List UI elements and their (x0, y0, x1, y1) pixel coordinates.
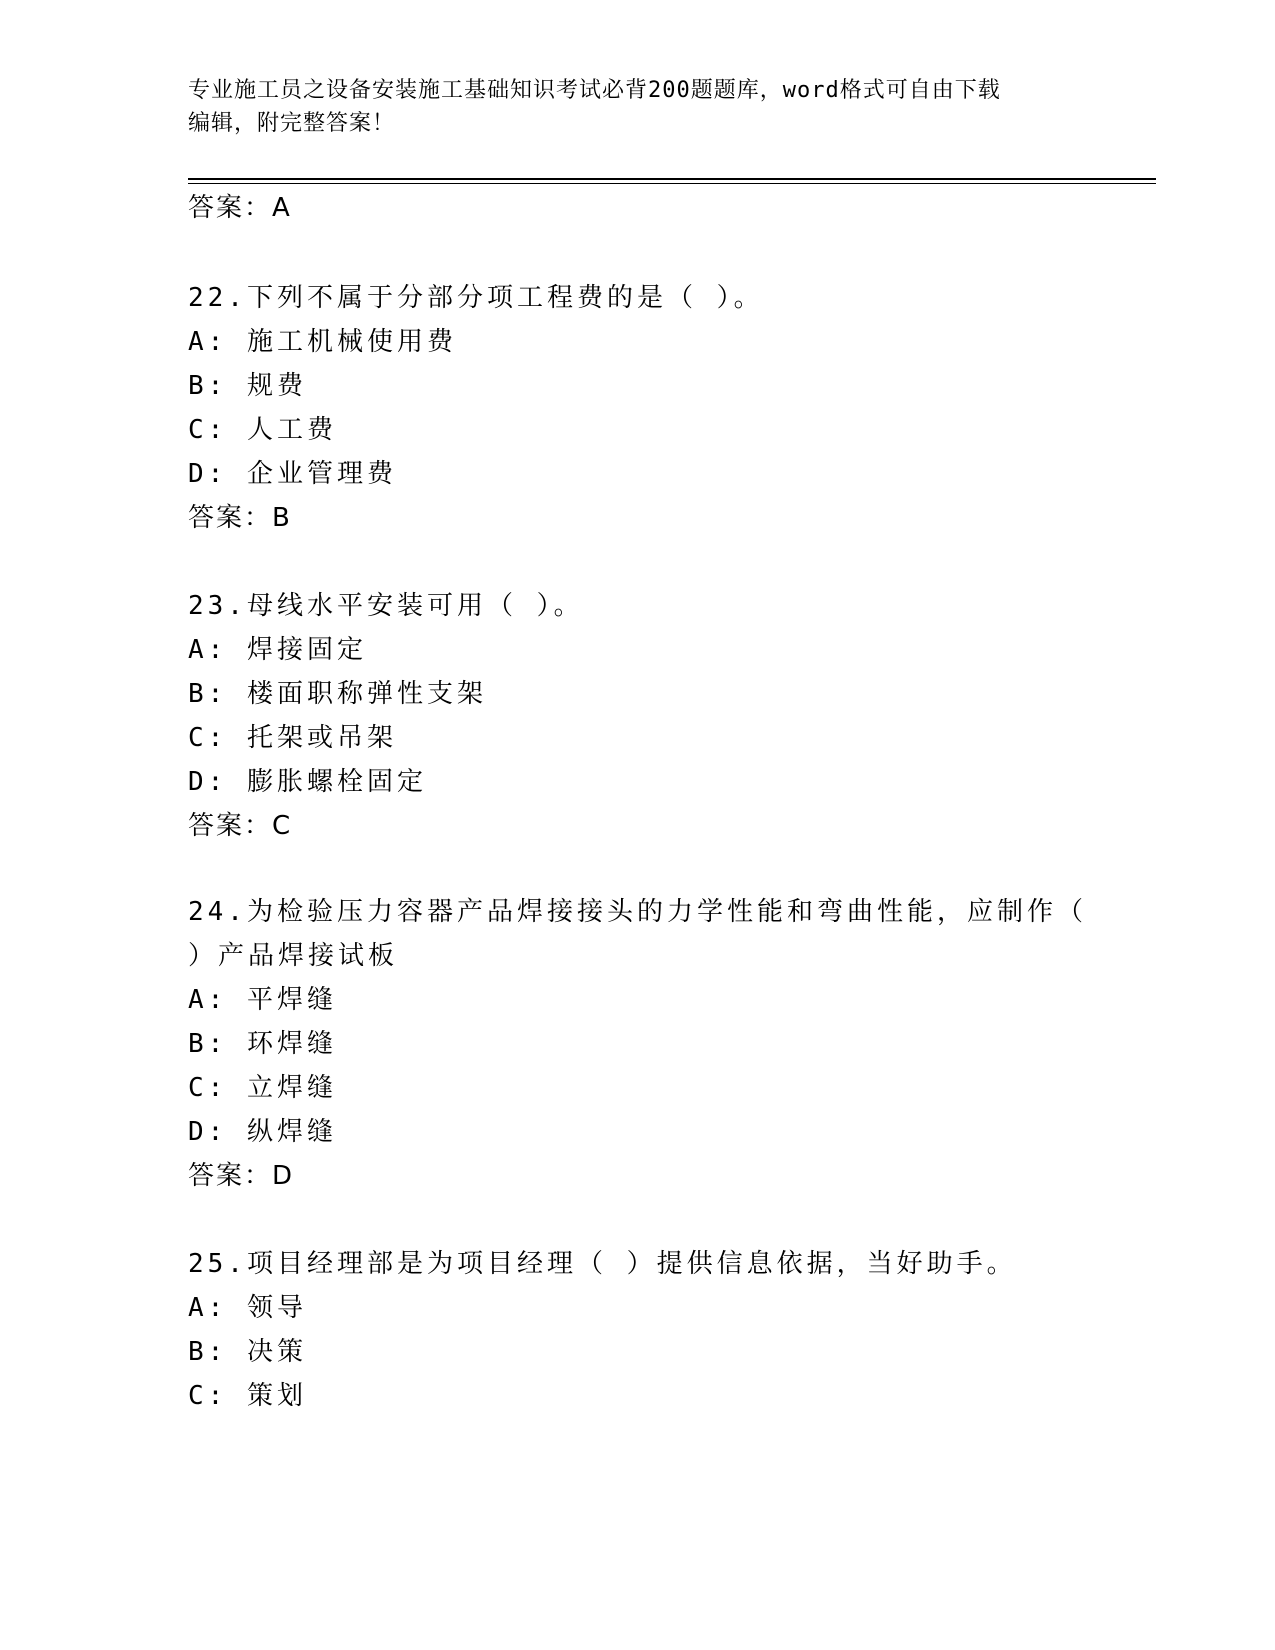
q24-option-b: B: 环焊缝 (188, 1029, 337, 1059)
q23-option-b: B: 楼面职称弹性支架 (188, 679, 487, 709)
question-23: 23.母线水平安装可用（ ）。 (188, 591, 584, 621)
document-header (188, 74, 1088, 140)
question-25: 25.项目经理部是为项目经理（ ）提供信息依据，当好助手。 (188, 1249, 1017, 1279)
q25-option-b: B: 决策 (188, 1337, 307, 1367)
q22-option-a: A: 施工机械使用费 (188, 327, 457, 357)
question-24-line-1: 24.为检验压力容器产品焊接接头的力学性能和弯曲性能，应制作（ (188, 897, 1087, 927)
answer-22: 答案：B (188, 503, 292, 533)
q22-option-d: D: 企业管理费 (188, 459, 397, 489)
question-24-line-2: ）产品焊接试板 (188, 941, 399, 971)
question-22: 22.下列不属于分部分项工程费的是（ ）。 (188, 283, 764, 313)
header-rule-thick (188, 178, 1156, 180)
answer-23: 答案：C (188, 811, 293, 841)
header-line-2: 编辑，附完整答案！ (188, 111, 396, 136)
q22-option-c: C: 人工费 (188, 415, 337, 445)
header-line-1: 专业施工员之设备安装施工基础知识考试必背200题题库，word格式可自由下载 (188, 78, 1001, 103)
q24-option-a: A: 平焊缝 (188, 985, 337, 1015)
answer-24: 答案：D (188, 1161, 295, 1191)
q23-option-c: C: 托架或吊架 (188, 723, 397, 753)
answer-21: 答案：A (188, 193, 292, 223)
q23-option-d: D: 膨胀螺栓固定 (188, 767, 427, 797)
header-rule-thin (188, 183, 1156, 184)
q23-option-a: A: 焊接固定 (188, 635, 367, 665)
q22-option-b: B: 规费 (188, 371, 307, 401)
q24-option-c: C: 立焊缝 (188, 1073, 337, 1103)
q24-option-d: D: 纵焊缝 (188, 1117, 337, 1147)
q25-option-a: A: 领导 (188, 1293, 307, 1323)
q25-option-c: C: 策划 (188, 1381, 307, 1411)
